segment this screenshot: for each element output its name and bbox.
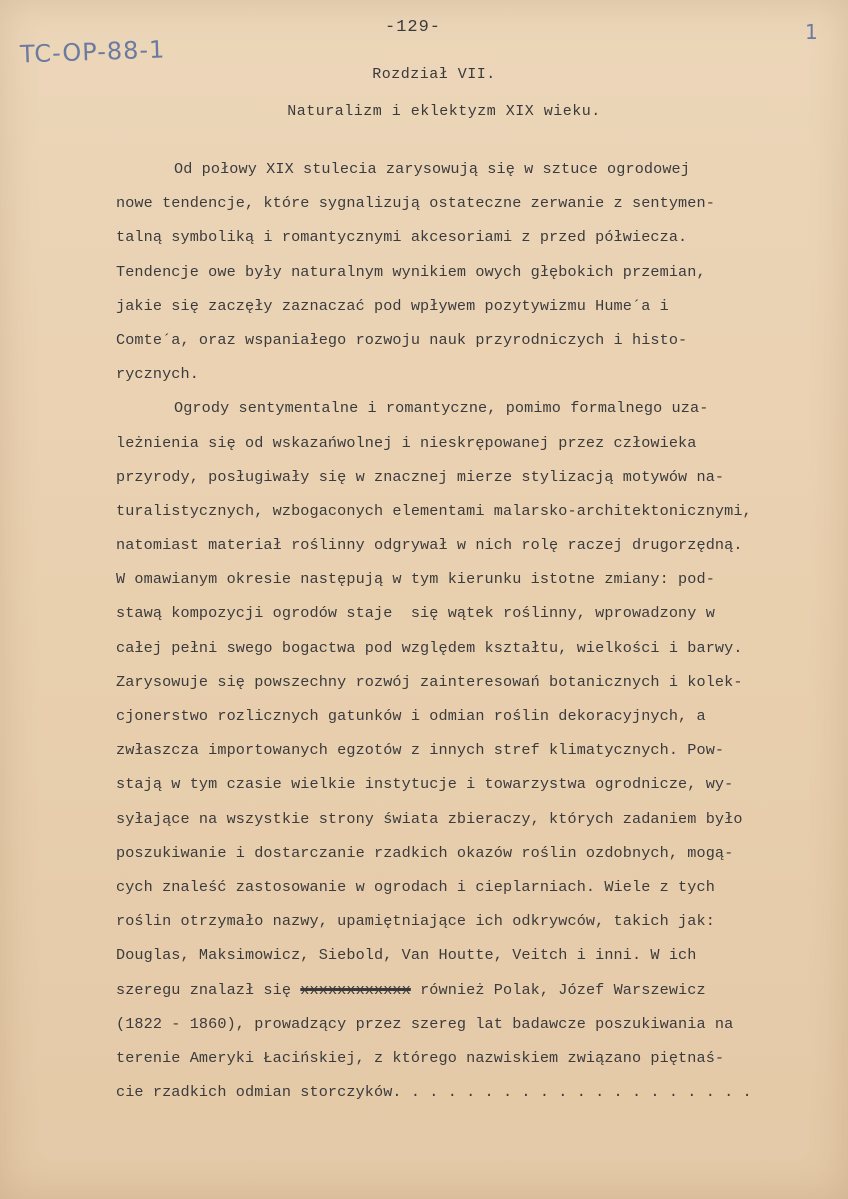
text-line: przyrody, posługiwały się w znacznej mierze stylizacją motywów na- xyxy=(116,467,725,486)
text-line: cych znaleść zastosowanie w ogrodach i cieplarniach. Wiele z tych xyxy=(116,877,715,896)
text-line: Zarysowuje się powszechny rozwój zainteresowań botanicznych i kolek- xyxy=(116,672,743,691)
text-line: (1822 - 1860), prowadzący przez szereg lat badawcze poszukiwania na xyxy=(116,1014,734,1033)
text-line: turalistycznych, wzbogaconych elementami malarsko-architektonicznymi, xyxy=(116,501,752,520)
text-line: natomiast materiał roślinny odgrywał w nich rolę raczej drugorzędną. xyxy=(116,536,743,555)
text-line: talną symboliką i romantycznymi akcesoriami z przed półwiecza. xyxy=(116,228,688,247)
text-line: poszukiwanie i dostarczanie rzadkich okazów roślin ozdobnych, mogą- xyxy=(116,843,734,862)
text-line: W omawianym okresie następują w tym kierunku istotne zmiany: pod- xyxy=(116,570,715,589)
text-line: syłające na wszystkie strony świata zbieraczy, których zadaniem było xyxy=(116,809,743,828)
text-line: Comte´a, oraz wspaniałego rozwoju nauk przyrodniczych i histo- xyxy=(116,330,688,349)
shelfmark-annotation: TC-OP-88-1 xyxy=(19,35,166,69)
text-line: Ogrody sentymentalne i romantyczne, pomimo formalnego uza- xyxy=(174,399,709,418)
text-line: stają w tym czasie wielkie instytucje i towarzystwa ogrodnicze, wy- xyxy=(116,775,734,794)
text-line: cjonerstwo rozlicznych gatunków i odmian roślin dekoracyjnych, a xyxy=(116,707,706,725)
text-line: nowe tendencje, które sygnalizują ostateczne zerwanie z sentymen- xyxy=(116,194,715,213)
text-line: terenie Ameryki Łacińskiej, z którego nazwiskiem związano piętnaś- xyxy=(116,1048,725,1067)
struck-out-text: xxxxxxxxxxxx xyxy=(300,980,411,999)
text-line: stawą kompozycji ogrodów staje się wątek roślinny, wprowadzony w xyxy=(116,604,715,623)
text-line: Tendencje owe były naturalnym wynikiem owych głębokich przemian, xyxy=(116,262,706,281)
text-line: Od połowy XIX stulecia zarysowują się w sztuce ogrodowej xyxy=(174,160,690,178)
text-line: całej pełni swego bogactwa pod względem kształtu, wielkości i barwy. xyxy=(116,638,743,657)
text-line: cie rzadkich odmian storczyków. . . . . . . . . . . . . . . . . . . . xyxy=(116,1083,752,1102)
chapter-subtitle: Naturalizm i eklektyzm XIX wieku. xyxy=(287,103,601,120)
chapter-heading: Rozdział VII. xyxy=(372,66,496,83)
text-line: rycznych. xyxy=(116,365,199,384)
text-line: leżnienia się od wskazańwolnej i nieskrępowanej przez człowieka xyxy=(116,433,697,452)
text-segment: również Polak, Józef Warszewicz xyxy=(410,980,706,999)
body-text xyxy=(116,152,828,1109)
text-line-with-strikeout xyxy=(116,973,828,1007)
text-line: roślin otrzymało nazwy, upamiętniające ich odkrywców, takich jak: xyxy=(116,912,715,931)
page-number: -129- xyxy=(385,18,442,37)
text-segment: szeregu znalazł się xyxy=(116,980,292,999)
text-line: Douglas, Maksimowicz, Siebold, Van Houtte, Veitch i inni. W ich xyxy=(116,946,697,965)
text-line: zwłaszcza importowanych egzotów z innych stref klimatycznych. Pow- xyxy=(116,741,725,760)
leaf-number-annotation: 1 xyxy=(805,20,818,44)
text-line: jakie się zaczęły zaznaczać pod wpływem pozytywizmu Hume´a i xyxy=(116,296,669,315)
